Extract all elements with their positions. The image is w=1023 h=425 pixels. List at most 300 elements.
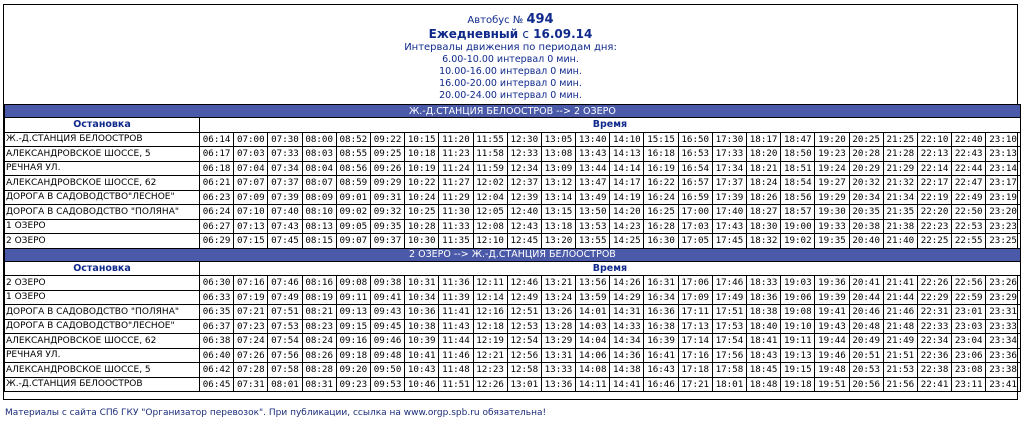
departure-time: 09:29	[370, 176, 404, 191]
departure-time: 09:22	[370, 132, 404, 147]
departure-time: 12:11	[473, 276, 507, 291]
departure-time: 17:33	[712, 147, 746, 162]
departure-time: 17:43	[712, 219, 746, 234]
departure-time: 22:20	[917, 205, 951, 220]
departure-time: 19:18	[781, 377, 815, 392]
time-column-header: Время	[200, 261, 1021, 276]
column-header-row	[5, 118, 1021, 133]
departure-time: 09:35	[370, 219, 404, 234]
departure-time: 09:13	[336, 305, 370, 320]
departure-time: 17:37	[712, 176, 746, 191]
departure-time: 22:44	[952, 161, 986, 176]
departure-time: 09:07	[336, 234, 370, 249]
departure-time: 07:34	[268, 161, 302, 176]
departure-time: 07:28	[234, 363, 268, 378]
departure-time: 19:33	[815, 219, 849, 234]
departure-time: 14:25	[610, 234, 644, 249]
stop-column-header: Остановка	[5, 261, 200, 276]
table-row	[5, 363, 1021, 378]
departure-time: 13:53	[576, 219, 610, 234]
departure-time: 08:23	[302, 319, 336, 334]
departure-time: 06:29	[200, 234, 234, 249]
departure-time: 10:25	[405, 205, 439, 220]
departure-time: 19:03	[781, 276, 815, 291]
departure-time: 20:29	[849, 161, 883, 176]
departure-time: 18:33	[747, 276, 781, 291]
departure-time: 19:39	[815, 290, 849, 305]
departure-time: 14:01	[576, 305, 610, 320]
stop-name: ДОРОГА В САДОВОДСТВО "ПОЛЯНА"	[5, 205, 200, 220]
departure-time: 23:25	[986, 234, 1021, 249]
departure-time: 07:51	[268, 305, 302, 320]
departure-time: 09:01	[336, 190, 370, 205]
departure-time: 09:16	[336, 334, 370, 349]
direction-row	[5, 105, 1021, 118]
departure-time: 17:49	[712, 290, 746, 305]
departure-time: 12:39	[507, 190, 541, 205]
departure-time: 18:54	[781, 176, 815, 191]
departure-time: 07:43	[268, 219, 302, 234]
departure-time: 18:41	[747, 334, 781, 349]
direction-row	[5, 248, 1021, 261]
departure-time: 09:15	[336, 319, 370, 334]
departure-time: 06:30	[200, 276, 234, 291]
departure-time: 20:46	[849, 305, 883, 320]
departure-time: 11:48	[439, 363, 473, 378]
departure-time: 13:20	[541, 234, 575, 249]
departure-time: 14:11	[576, 377, 610, 392]
departure-time: 19:51	[815, 377, 849, 392]
departure-time: 08:00	[302, 132, 336, 147]
departure-time: 08:16	[302, 276, 336, 291]
departure-time: 13:43	[576, 147, 610, 162]
departure-time: 20:49	[849, 334, 883, 349]
departure-time: 07:58	[268, 363, 302, 378]
departure-time: 10:22	[405, 176, 439, 191]
departure-time: 19:48	[815, 363, 849, 378]
departure-time: 19:27	[815, 176, 849, 191]
departure-time: 17:54	[712, 334, 746, 349]
departure-time: 07:10	[234, 205, 268, 220]
departure-time: 17:11	[678, 305, 712, 320]
departure-time: 11:20	[439, 132, 473, 147]
departure-time: 19:46	[815, 348, 849, 363]
departure-time: 22:56	[952, 276, 986, 291]
departure-time: 10:31	[405, 276, 439, 291]
departure-time: 08:04	[302, 161, 336, 176]
departure-time: 11:24	[439, 161, 473, 176]
departure-time: 23:11	[952, 377, 986, 392]
departure-time: 16:31	[644, 276, 678, 291]
departure-time: 17:46	[712, 276, 746, 291]
departure-time: 20:40	[849, 234, 883, 249]
departure-time: 14:14	[610, 161, 644, 176]
departure-time: 21:44	[883, 290, 917, 305]
departure-time: 13:18	[541, 219, 575, 234]
departure-time: 22:13	[917, 147, 951, 162]
departure-time: 22:23	[917, 219, 951, 234]
stop-name: 1 ОЗЕРО	[5, 219, 200, 234]
departure-time: 15:15	[644, 132, 678, 147]
departure-time: 14:17	[610, 176, 644, 191]
departure-time: 12:49	[507, 290, 541, 305]
stop-name: Ж.-Д.СТАНЦИЯ БЕЛООСТРОВ	[5, 377, 200, 392]
departure-time: 13:09	[541, 161, 575, 176]
departure-time: 09:38	[370, 276, 404, 291]
departure-time: 09:37	[370, 234, 404, 249]
departure-time: 12:10	[473, 234, 507, 249]
departure-time: 06:33	[200, 290, 234, 305]
departure-time: 19:20	[815, 132, 849, 147]
departure-time: 23:23	[986, 219, 1021, 234]
departure-time: 14:04	[576, 334, 610, 349]
departure-time: 08:13	[302, 219, 336, 234]
departure-time: 23:17	[986, 176, 1021, 191]
departure-time: 06:38	[200, 334, 234, 349]
departure-time: 07:39	[268, 190, 302, 205]
departure-time: 06:40	[200, 348, 234, 363]
departure-time: 09:32	[370, 205, 404, 220]
departure-time: 16:22	[644, 176, 678, 191]
departure-time: 11:35	[439, 234, 473, 249]
departure-time: 12:02	[473, 176, 507, 191]
departure-time: 12:05	[473, 205, 507, 220]
departure-time: 06:23	[200, 190, 234, 205]
departure-time: 23:20	[986, 205, 1021, 220]
departure-time: 20:41	[849, 276, 883, 291]
departure-time: 23:03	[952, 319, 986, 334]
departure-time: 07:04	[234, 161, 268, 176]
departure-time: 19:10	[781, 319, 815, 334]
departure-time: 07:13	[234, 219, 268, 234]
departure-time: 13:56	[576, 276, 610, 291]
departure-time: 19:23	[815, 147, 849, 162]
departure-time: 11:39	[439, 290, 473, 305]
departure-time: 22:49	[952, 190, 986, 205]
departure-time: 07:19	[234, 290, 268, 305]
departure-time: 12:53	[507, 319, 541, 334]
table-row	[5, 377, 1021, 392]
table-row	[5, 234, 1021, 249]
departure-time: 19:36	[815, 276, 849, 291]
departure-time: 13:33	[541, 363, 575, 378]
table-row	[5, 132, 1021, 147]
departure-time: 20:48	[849, 319, 883, 334]
departure-time: 23:41	[986, 377, 1021, 392]
departure-time: 17:03	[678, 219, 712, 234]
departure-time: 21:29	[883, 161, 917, 176]
departure-time: 14:36	[610, 348, 644, 363]
departure-time: 11:43	[439, 319, 473, 334]
departure-time: 16:28	[644, 219, 678, 234]
departure-time: 21:48	[883, 319, 917, 334]
departure-time: 19:11	[781, 334, 815, 349]
departure-time: 18:38	[747, 305, 781, 320]
departure-time: 14:10	[610, 132, 644, 147]
departure-time: 16:57	[678, 176, 712, 191]
departure-time: 21:40	[883, 234, 917, 249]
departure-time: 09:41	[370, 290, 404, 305]
departure-time: 22:53	[952, 219, 986, 234]
departure-time: 10:19	[405, 161, 439, 176]
date-prefix: с	[522, 27, 529, 41]
stop-name: АЛЕКСАНДРОВСКОЕ ШОССЕ, 5	[5, 147, 200, 162]
departure-time: 23:26	[986, 276, 1021, 291]
departure-time: 17:18	[678, 363, 712, 378]
departure-time: 19:02	[781, 234, 815, 249]
departure-time: 21:34	[883, 190, 917, 205]
departure-time: 17:51	[712, 305, 746, 320]
departure-time: 17:30	[712, 132, 746, 147]
departure-time: 07:54	[268, 334, 302, 349]
departure-time: 22:41	[917, 377, 951, 392]
departure-time: 08:26	[302, 348, 336, 363]
departure-time: 13:12	[541, 176, 575, 191]
table-row	[5, 319, 1021, 334]
departure-time: 20:38	[849, 219, 883, 234]
departure-time: 18:45	[747, 363, 781, 378]
departure-time: 12:30	[507, 132, 541, 147]
departure-time: 16:41	[644, 348, 678, 363]
departure-time: 08:21	[302, 305, 336, 320]
departure-time: 18:21	[747, 161, 781, 176]
departure-time: 23:33	[986, 319, 1021, 334]
departure-time: 11:59	[473, 161, 507, 176]
departure-time: 21:41	[883, 276, 917, 291]
departure-time: 07:26	[234, 348, 268, 363]
departure-time: 09:50	[370, 363, 404, 378]
departure-time: 12:33	[507, 147, 541, 162]
departure-time: 19:13	[781, 348, 815, 363]
departure-time: 18:26	[747, 190, 781, 205]
departure-time: 16:24	[644, 190, 678, 205]
departure-time: 09:45	[370, 319, 404, 334]
direction-title: Ж.-Д.СТАНЦИЯ БЕЛООСТРОВ --> 2 ОЗЕРО	[5, 105, 1021, 118]
departure-time: 18:57	[781, 205, 815, 220]
departure-time: 17:34	[712, 161, 746, 176]
departure-time: 11:46	[439, 348, 473, 363]
departure-time: 19:41	[815, 305, 849, 320]
departure-time: 14:08	[576, 363, 610, 378]
departure-time: 17:56	[712, 348, 746, 363]
departure-time: 13:44	[576, 161, 610, 176]
departure-time: 06:45	[200, 377, 234, 392]
departure-time: 07:03	[234, 147, 268, 162]
departure-time: 08:24	[302, 334, 336, 349]
departure-time: 18:17	[747, 132, 781, 147]
departure-time: 19:35	[815, 234, 849, 249]
departure-time: 09:23	[336, 377, 370, 392]
departure-time: 08:19	[302, 290, 336, 305]
departure-time: 12:40	[507, 205, 541, 220]
table-row	[5, 219, 1021, 234]
departure-time: 06:18	[200, 161, 234, 176]
departure-time: 07:46	[268, 276, 302, 291]
bus-title	[4, 14, 1017, 27]
departure-time: 14:41	[610, 377, 644, 392]
departure-time: 08:31	[302, 377, 336, 392]
departure-time: 09:46	[370, 334, 404, 349]
departure-time: 21:49	[883, 334, 917, 349]
departure-time: 08:09	[302, 190, 336, 205]
departure-time: 16:50	[678, 132, 712, 147]
departure-time: 12:54	[507, 334, 541, 349]
departure-time: 13:21	[541, 276, 575, 291]
departure-time: 22:29	[917, 290, 951, 305]
departure-time: 13:29	[541, 334, 575, 349]
timetable	[4, 104, 1021, 392]
departure-time: 21:46	[883, 305, 917, 320]
departure-time: 08:52	[336, 132, 370, 147]
departure-time: 12:56	[507, 348, 541, 363]
departure-time: 22:19	[917, 190, 951, 205]
departure-time: 06:42	[200, 363, 234, 378]
departure-time: 08:28	[302, 363, 336, 378]
departure-time: 17:16	[678, 348, 712, 363]
departure-time: 11:23	[439, 147, 473, 162]
departure-time: 16:38	[644, 319, 678, 334]
departure-time: 20:44	[849, 290, 883, 305]
departure-time: 17:09	[678, 290, 712, 305]
departure-time: 23:01	[952, 305, 986, 320]
departure-time: 22:47	[952, 176, 986, 191]
departure-time: 11:36	[439, 276, 473, 291]
departure-time: 13:47	[576, 176, 610, 191]
departure-time: 20:51	[849, 348, 883, 363]
departure-time: 07:53	[268, 319, 302, 334]
departure-time: 12:04	[473, 190, 507, 205]
departure-time: 17:39	[712, 190, 746, 205]
departure-time: 13:26	[541, 305, 575, 320]
departure-time: 16:36	[644, 305, 678, 320]
departure-time: 07:37	[268, 176, 302, 191]
schedule-header	[4, 5, 1017, 104]
departure-time: 10:34	[405, 290, 439, 305]
departure-time: 08:55	[336, 147, 370, 162]
column-header-row	[5, 261, 1021, 276]
departure-time: 23:36	[986, 348, 1021, 363]
stop-name: ДОРОГА В САДОВОДСТВО "ПОЛЯНА"	[5, 305, 200, 320]
departure-time: 11:33	[439, 219, 473, 234]
departure-time: 17:21	[678, 377, 712, 392]
departure-time: 07:15	[234, 234, 268, 249]
table-row	[5, 205, 1021, 220]
departure-time: 23:34	[986, 334, 1021, 349]
departure-time: 09:53	[370, 377, 404, 392]
stop-name: ДОРОГА В САДОВОДСТВО"ЛЕСНОЕ"	[5, 319, 200, 334]
departure-time: 18:47	[781, 132, 815, 147]
departure-time: 20:53	[849, 363, 883, 378]
stop-column-header: Остановка	[5, 118, 200, 133]
departure-time: 22:31	[917, 305, 951, 320]
departure-time: 22:43	[952, 147, 986, 162]
departure-time: 19:24	[815, 161, 849, 176]
departure-time: 19:29	[815, 190, 849, 205]
departure-time: 16:43	[644, 363, 678, 378]
departure-time: 21:53	[883, 363, 917, 378]
table-row	[5, 190, 1021, 205]
schedule-type-line	[4, 27, 1017, 42]
departure-time: 13:05	[541, 132, 575, 147]
departure-time: 19:30	[815, 205, 849, 220]
departure-time: 07:07	[234, 176, 268, 191]
departure-time: 10:39	[405, 334, 439, 349]
departure-time: 07:40	[268, 205, 302, 220]
departure-time: 21:56	[883, 377, 917, 392]
departure-time: 11:27	[439, 176, 473, 191]
departure-time: 12:19	[473, 334, 507, 349]
departure-time: 18:40	[747, 319, 781, 334]
departure-time: 13:01	[507, 377, 541, 392]
departure-time: 22:36	[917, 348, 951, 363]
table-row	[5, 147, 1021, 162]
bus-number: 494	[526, 12, 554, 27]
interval-line: 10.00-16.00 интервал 0 мин.	[439, 66, 582, 77]
departure-time: 10:41	[405, 348, 439, 363]
departure-time: 07:49	[268, 290, 302, 305]
departure-time: 13:15	[541, 205, 575, 220]
stop-name: ДОРОГА В САДОВОДСТВО"ЛЕСНОЕ"	[5, 190, 200, 205]
departure-time: 07:33	[268, 147, 302, 162]
departure-time: 10:46	[405, 377, 439, 392]
schedule-date: 16.09.14	[533, 27, 593, 41]
departure-time: 17:00	[678, 205, 712, 220]
schedule-type: Ежедневный	[428, 27, 519, 41]
departure-time: 23:29	[986, 290, 1021, 305]
departure-time: 22:14	[917, 161, 951, 176]
departure-time: 12:43	[507, 219, 541, 234]
interval-line: 6.00-10.00 интервал 0 мин.	[442, 54, 579, 65]
departure-time: 23:04	[952, 334, 986, 349]
departure-time: 14:31	[610, 305, 644, 320]
departure-time: 18:32	[747, 234, 781, 249]
departure-time: 12:08	[473, 219, 507, 234]
departure-time: 06:17	[200, 147, 234, 162]
departure-time: 16:39	[644, 334, 678, 349]
stop-name: 2 ОЗЕРО	[5, 234, 200, 249]
departure-time: 06:35	[200, 305, 234, 320]
departure-time: 16:54	[678, 161, 712, 176]
departure-time: 13:36	[541, 377, 575, 392]
departure-time: 12:34	[507, 161, 541, 176]
departure-time: 09:43	[370, 305, 404, 320]
departure-time: 09:20	[336, 363, 370, 378]
departure-time: 06:21	[200, 176, 234, 191]
departure-time: 10:24	[405, 190, 439, 205]
departure-time: 09:11	[336, 290, 370, 305]
departure-time: 11:58	[473, 147, 507, 162]
departure-time: 23:31	[986, 305, 1021, 320]
departure-time: 16:18	[644, 147, 678, 162]
departure-time: 19:44	[815, 334, 849, 349]
departure-time: 12:18	[473, 319, 507, 334]
departure-time: 08:03	[302, 147, 336, 162]
source-footer: Материалы с сайта СПб ГКУ "Организатор перевозок". При публикации, ссылка на www.orgp.spb.ru обязательна!	[5, 408, 547, 418]
departure-time: 09:48	[370, 348, 404, 363]
departure-time: 11:55	[473, 132, 507, 147]
departure-time: 08:15	[302, 234, 336, 249]
departure-time: 19:15	[781, 363, 815, 378]
stop-name: 2 ОЗЕРО	[5, 276, 200, 291]
bus-prefix: Автобус №	[467, 15, 524, 26]
departure-time: 10:38	[405, 319, 439, 334]
departure-time: 21:38	[883, 219, 917, 234]
schedule-frame	[3, 4, 1018, 400]
time-column-header: Время	[200, 118, 1021, 133]
departure-time: 14:38	[610, 363, 644, 378]
departure-time: 18:50	[781, 147, 815, 162]
departure-time: 22:59	[952, 290, 986, 305]
